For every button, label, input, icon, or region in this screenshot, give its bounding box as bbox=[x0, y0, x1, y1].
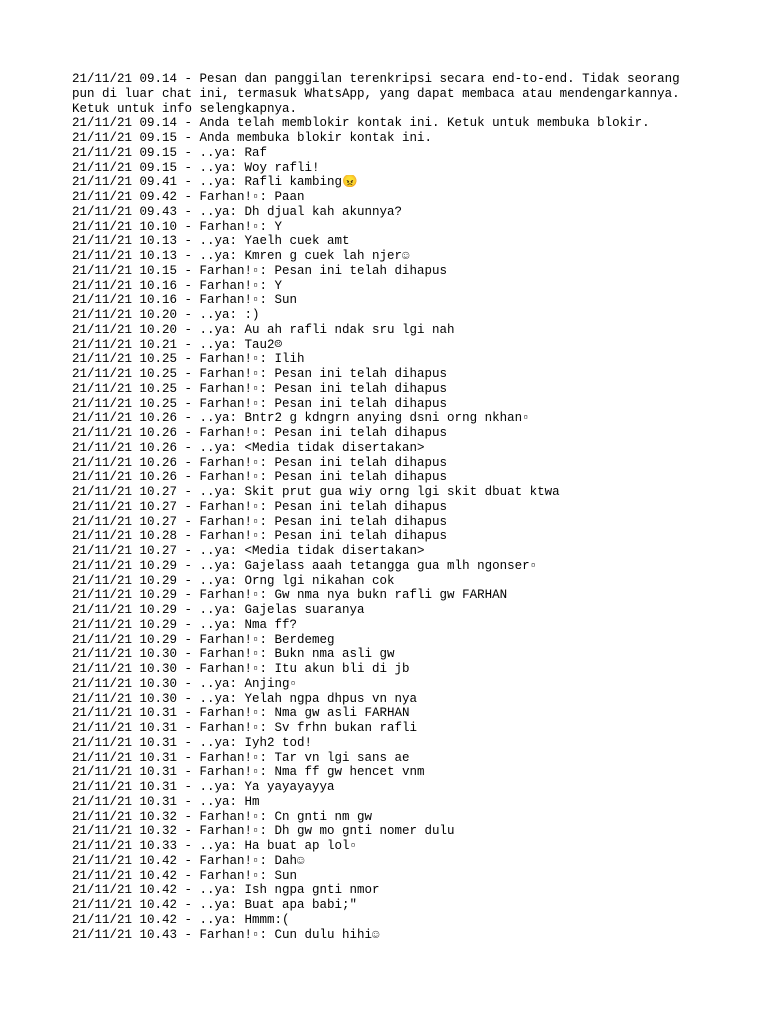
chat-line: 21/11/21 10.30 - Farhan!▫: Bukn nma asli gw bbox=[72, 647, 395, 662]
chat-line: 21/11/21 10.26 - Farhan!▫: Pesan ini telah dihapus bbox=[72, 426, 448, 440]
chat-line: 21/11/21 10.25 - Farhan!▫: Pesan ini telah dihapus bbox=[72, 367, 448, 381]
chat-line: 21/11/21 10.31 - ..ya: Hm bbox=[72, 794, 260, 809]
chat-line: 21/11/21 10.13 - ..ya: Kmren g cuek lah njer☺ bbox=[72, 249, 410, 263]
chat-line: 21/11/21 10.16 - Farhan!▫: Sun bbox=[72, 293, 298, 308]
chat-line: 21/11/21 10.32 - Farhan!▫: Cn gnti nm gw bbox=[72, 809, 373, 824]
chat-line: 21/11/21 10.29 - ..ya: Orng lgi nikahan cok bbox=[72, 573, 395, 588]
chat-line: 21/11/21 09.15 - ..ya: Raf bbox=[72, 145, 268, 160]
chat-line: 21/11/21 10.30 - ..ya: Yelah ngpa dhpus vn nya bbox=[72, 691, 418, 706]
chat-transcript bbox=[72, 72, 712, 942]
chat-line: pun di luar chat ini, termasuk WhatsApp, yang dapat membaca atau mendengarkannya. bbox=[72, 86, 680, 101]
chat-line: 21/11/21 10.43 - Farhan!▫: Cun dulu hihi☺ bbox=[72, 927, 380, 942]
chat-line: 21/11/21 10.13 - ..ya: Yaelh cuek amt bbox=[72, 234, 350, 249]
chat-line: 21/11/21 09.43 - ..ya: Dh djual kah akunnya? bbox=[72, 204, 403, 219]
chat-line: 21/11/21 10.31 - Farhan!▫: Tar vn lgi sans ae bbox=[72, 750, 410, 765]
chat-line: 21/11/21 10.10 - Farhan!▫: Y bbox=[72, 219, 283, 234]
chat-line: 21/11/21 10.42 - ..ya: Ish ngpa gnti nmor bbox=[72, 883, 380, 898]
chat-line: 21/11/21 10.31 - Farhan!▫: Sv frhn bukan rafli bbox=[72, 721, 418, 735]
chat-line: 21/11/21 10.20 - ..ya: :) bbox=[72, 308, 260, 322]
chat-line: 21/11/21 10.31 - Farhan!▫: Nma ff gw hencet vnm bbox=[72, 765, 425, 780]
chat-line: 21/11/21 10.33 - ..ya: Ha buat ap lol▫ bbox=[72, 839, 358, 853]
chat-line: 21/11/21 10.32 - Farhan!▫: Dh gw mo gnti nomer dulu bbox=[72, 824, 455, 839]
chat-line: 21/11/21 10.29 - Farhan!▫: Berdemeg bbox=[72, 632, 335, 647]
chat-line: 21/11/21 10.30 - ..ya: Anjing▫ bbox=[72, 676, 298, 691]
chat-line: 21/11/21 10.42 - ..ya: Hmmm:( bbox=[72, 912, 290, 927]
chat-line: 21/11/21 09.14 - Pesan dan panggilan terenkripsi secara end-to-end. Tidak seorang bbox=[72, 72, 680, 86]
chat-line: 21/11/21 10.20 - ..ya: Au ah rafli ndak sru lgi nah bbox=[72, 322, 455, 337]
chat-line: 21/11/21 10.31 - Farhan!▫: Nma gw asli FARHAN bbox=[72, 706, 410, 721]
chat-line: 21/11/21 10.21 - ..ya: Tau2☹ bbox=[72, 337, 283, 352]
chat-line: 21/11/21 10.27 - Farhan!▫: Pesan ini telah dihapus bbox=[72, 499, 448, 514]
chat-line: 21/11/21 10.42 - Farhan!▫: Sun bbox=[72, 868, 298, 883]
chat-line: 21/11/21 10.26 - Farhan!▫: Pesan ini telah dihapus bbox=[72, 455, 448, 470]
chat-line: 21/11/21 10.25 - Farhan!▫: Pesan ini telah dihapus bbox=[72, 381, 448, 396]
chat-line: 21/11/21 10.27 - ..ya: <Media tidak disertakan> bbox=[72, 544, 425, 558]
chat-line: 21/11/21 10.26 - ..ya: Bntr2 g kdngrn anying dsni orng nkhan▫ bbox=[72, 411, 530, 426]
chat-line: 21/11/21 10.29 - ..ya: Gajelass aaah tetangga gua mlh ngonser▫ bbox=[72, 558, 538, 573]
chat-line: 21/11/21 10.42 - ..ya: Buat apa babi;" bbox=[72, 898, 358, 912]
chat-line: 21/11/21 10.28 - Farhan!▫: Pesan ini telah dihapus bbox=[72, 529, 448, 544]
chat-line: 21/11/21 10.30 - Farhan!▫: Itu akun bli di jb bbox=[72, 662, 410, 676]
chat-line: 21/11/21 09.15 - Anda membuka blokir kontak ini. bbox=[72, 131, 433, 145]
chat-line: 21/11/21 10.42 - Farhan!▫: Dah☺ bbox=[72, 853, 305, 868]
chat-line: 21/11/21 10.25 - Farhan!▫: Ilih bbox=[72, 352, 305, 367]
chat-line: Ketuk untuk info selengkapnya. bbox=[72, 101, 298, 116]
chat-line: 21/11/21 10.29 - ..ya: Nma ff? bbox=[72, 617, 298, 632]
chat-line: 21/11/21 10.27 - ..ya: Skit prut gua wiy orng lgi skit dbuat ktwa bbox=[72, 485, 560, 499]
chat-line: 21/11/21 10.26 - ..ya: <Media tidak disertakan> bbox=[72, 440, 425, 455]
chat-line: 21/11/21 09.42 - Farhan!▫: Paan bbox=[72, 190, 305, 204]
chat-line: 21/11/21 10.26 - Farhan!▫: Pesan ini telah dihapus bbox=[72, 470, 448, 485]
chat-line: 21/11/21 10.27 - Farhan!▫: Pesan ini telah dihapus bbox=[72, 514, 448, 529]
chat-line: 21/11/21 10.31 - ..ya: Ya yayayayya bbox=[72, 780, 335, 794]
chat-line: 21/11/21 10.15 - Farhan!▫: Pesan ini telah dihapus bbox=[72, 263, 448, 278]
chat-line: 21/11/21 10.29 - Farhan!▫: Gw nma nya bukn rafli gw FARHAN bbox=[72, 588, 508, 603]
chat-line: 21/11/21 10.29 - ..ya: Gajelas suaranya bbox=[72, 603, 365, 617]
chat-line: 21/11/21 09.14 - Anda telah memblokir kontak ini. Ketuk untuk membuka blokir. bbox=[72, 116, 650, 131]
chat-line: 21/11/21 10.16 - Farhan!▫: Y bbox=[72, 278, 283, 293]
chat-line: 21/11/21 09.15 - ..ya: Woy rafli! bbox=[72, 160, 320, 175]
chat-line: 21/11/21 10.25 - Farhan!▫: Pesan ini telah dihapus bbox=[72, 396, 448, 411]
chat-line: 21/11/21 10.31 - ..ya: Iyh2 tod! bbox=[72, 735, 313, 750]
chat-line: 21/11/21 09.41 - ..ya: Rafli kambing😠 bbox=[72, 175, 358, 190]
